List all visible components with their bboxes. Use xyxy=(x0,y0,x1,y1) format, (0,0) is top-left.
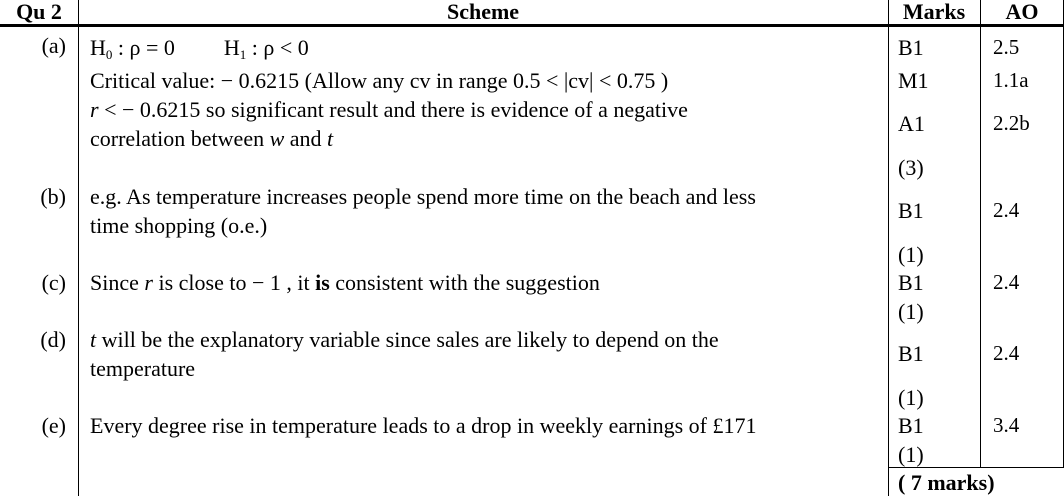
header-rule xyxy=(0,24,1064,27)
ao-a-2: 1.1a xyxy=(993,68,1029,92)
part-c-text-b: is close to − 1 , it xyxy=(152,270,316,295)
mark-a-3: A1 xyxy=(898,111,925,136)
var-t: t xyxy=(90,327,97,352)
part-b-line-2: time shopping (o.e.) xyxy=(90,213,268,238)
column-divider-qu xyxy=(78,0,79,496)
h0-letter: H xyxy=(90,35,106,60)
mark-b-total: (1) xyxy=(898,242,924,267)
mark-b-1: B1 xyxy=(898,198,924,223)
h1-subscript: 1 xyxy=(239,47,247,62)
var-r: r xyxy=(90,97,99,122)
part-label-a: (a) xyxy=(41,33,66,58)
part-c-text-c: consistent with the suggestion xyxy=(329,270,600,295)
header-qu: Qu 2 xyxy=(16,0,62,24)
conclusion-line-2 xyxy=(90,124,333,153)
header-scheme: Scheme xyxy=(446,0,520,24)
ao-c-1: 2.4 xyxy=(993,270,1020,294)
conclusion-line-1 xyxy=(90,95,688,124)
mark-c-total: (1) xyxy=(898,299,924,324)
total-marks: ( 7 marks) xyxy=(898,470,995,495)
part-label-d: (d) xyxy=(40,327,66,352)
part-label-c: (c) xyxy=(41,270,66,295)
hypotheses-line xyxy=(90,33,309,62)
part-c-text-a: Since xyxy=(90,270,145,295)
h1-letter: H xyxy=(223,35,240,60)
mark-d-1: B1 xyxy=(898,341,924,366)
column-divider-marks xyxy=(980,0,981,468)
var-w: w xyxy=(269,126,285,151)
ao-a-1: 2.5 xyxy=(993,35,1020,59)
header-ao: AO xyxy=(1005,0,1039,24)
mark-e-1: B1 xyxy=(898,413,924,438)
ao-b-1: 2.4 xyxy=(993,198,1020,222)
conclusion-text-1: < − 0.6215 so significant result and there is evidence of a negative xyxy=(98,97,688,122)
var-r: r xyxy=(144,270,153,295)
column-divider-scheme xyxy=(888,0,889,496)
part-d-line-1 xyxy=(90,325,719,354)
part-d-line-2: temperature xyxy=(90,356,196,381)
mark-e-total: (1) xyxy=(898,442,924,467)
ao-a-3: 2.2b xyxy=(993,111,1030,135)
ao-d-1: 2.4 xyxy=(993,341,1020,365)
conclusion-text-2b: and xyxy=(284,126,328,151)
h0-subscript: 0 xyxy=(105,47,113,62)
part-e-line: Every degree rise in temperature leads to a drop in weekly earnings of £171 xyxy=(90,413,757,438)
h1-rest: : ρ < 0 xyxy=(246,35,309,60)
part-d-text: will be the explanatory variable since sales are likely to depend on the xyxy=(96,327,719,352)
part-label-b: (b) xyxy=(40,184,66,209)
part-b-line-1: e.g. As temperature increases people spend more time on the beach and less xyxy=(90,184,756,209)
h0-rest: : ρ = 0 xyxy=(112,35,175,60)
mark-a-1: B1 xyxy=(898,35,924,60)
mark-a-2: M1 xyxy=(898,68,929,93)
critical-value-line: Critical value: − 0.6215 (Allow any cv in range 0.5 < |cv| < 0.75 ) xyxy=(90,68,669,93)
ao-e-1: 3.4 xyxy=(993,413,1020,437)
var-t: t xyxy=(327,126,334,151)
mark-d-total: (1) xyxy=(898,385,924,410)
part-c-bold-is: is xyxy=(315,270,330,295)
part-c-line xyxy=(90,268,600,297)
conclusion-text-2a: correlation between xyxy=(90,126,270,151)
header-marks: Marks xyxy=(902,0,966,24)
part-label-e: (e) xyxy=(41,413,66,438)
mark-c-1: B1 xyxy=(898,270,924,295)
mark-a-total: (3) xyxy=(898,155,924,180)
